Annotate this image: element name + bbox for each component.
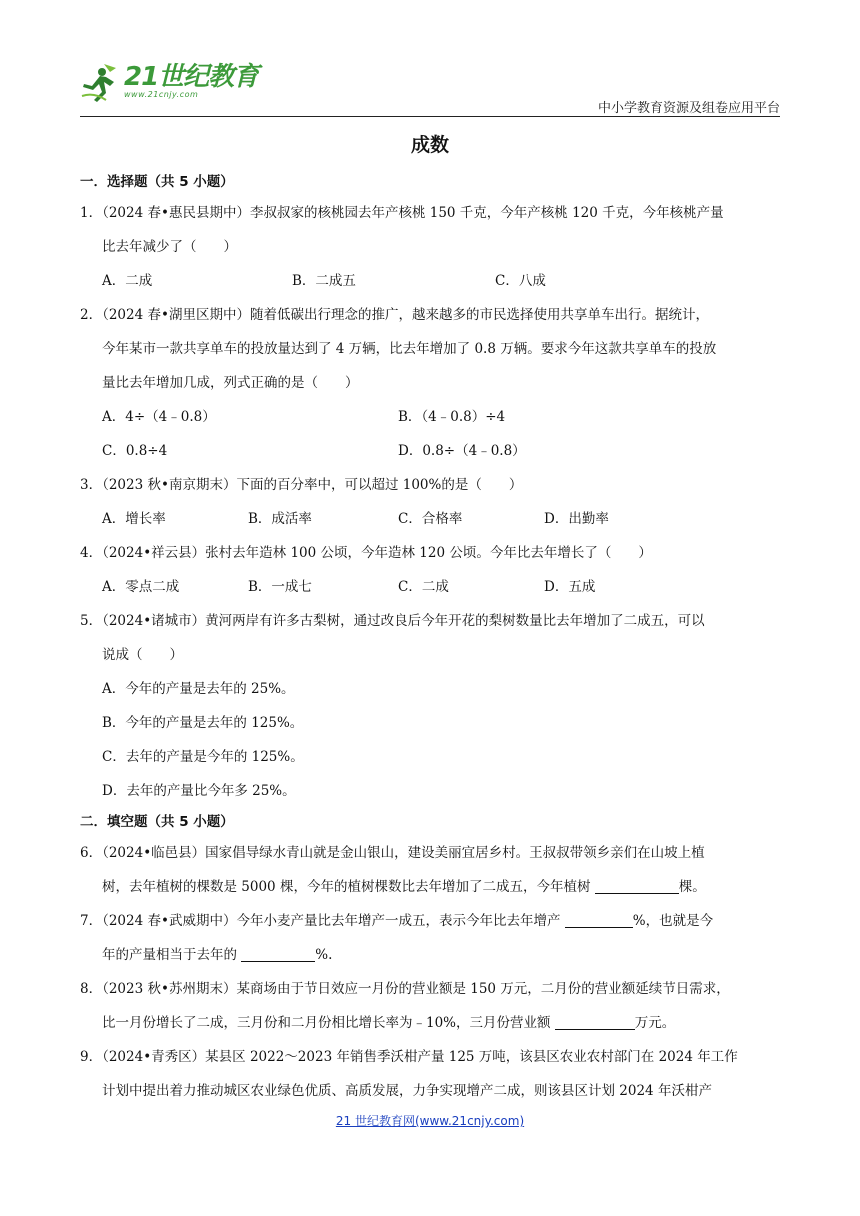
- option: C．合格率: [398, 511, 463, 527]
- options: [80, 400, 780, 434]
- question-text: 比去年减少了（ ）: [102, 239, 237, 255]
- answer-blank[interactable]: [555, 1013, 635, 1030]
- question-text-part: 比一月份增长了二成，三月份和二月份相比增长率为﹣10%，三月份营业额: [102, 1015, 555, 1031]
- page-title: 成数: [410, 134, 449, 156]
- option: C．去年的产量是今年的 125%。: [102, 749, 304, 765]
- options: [80, 502, 780, 536]
- question-text-part: 万元。: [634, 1015, 676, 1031]
- option: B．今年的产量是去年的 125%。: [102, 715, 304, 731]
- question-8: [80, 972, 780, 1040]
- option: D．出勤率: [544, 511, 609, 527]
- question-text-part: 棵。: [678, 879, 706, 895]
- question-9: [80, 1040, 780, 1108]
- question-4: [80, 536, 780, 604]
- question-text: 量比去年增加几成，列式正确的是（ ）: [102, 375, 359, 391]
- option: D．去年的产量比今年多 25%。: [102, 783, 296, 799]
- page-header: [80, 62, 780, 118]
- question-text-part: 7．（2024 春•武威期中）今年小麦产量比去年增产一成五，表示今年比去年增产: [80, 913, 565, 929]
- document-body: [80, 168, 780, 1108]
- question-text: [80, 1006, 780, 1040]
- logo: [80, 62, 258, 104]
- logo-url: www.21cnjy.com: [124, 90, 199, 99]
- logo-title: 21世纪教育: [124, 62, 259, 92]
- option: B．二成五: [292, 273, 356, 289]
- question-3: [80, 468, 780, 536]
- question-text: 3．（2023 秋•南京期末）下面的百分率中，可以超过 100%的是（ ）: [80, 477, 523, 493]
- question-text: 8．（2023 秋•苏州期末）某商场由于节日效应一月份的营业额是 150 万元，二月份的营业额延续节日需求，: [80, 981, 730, 997]
- options: [80, 434, 780, 468]
- question-text: 计划中提出着力推动城区农业绿色优质、高质发展，力争实现增产二成，则该县区计划 2024 年沃柑产: [102, 1083, 712, 1099]
- question-text: 说成（ ）: [102, 647, 183, 663]
- footer-link[interactable]: 21 世纪教育网(www.21cnjy.com): [335, 1114, 525, 1128]
- option: C．二成: [398, 579, 449, 595]
- option: D．0.8÷（4﹣0.8）: [398, 443, 526, 459]
- question-text: [80, 870, 780, 904]
- question-text: 今年某市一款共享单车的投放量达到了 4 万辆，比去年增加了 0.8 万辆。要求今年这款共享单车的投放: [102, 341, 717, 357]
- question-7: [80, 904, 780, 972]
- answer-blank[interactable]: [565, 911, 633, 928]
- question-text: 2．（2024 春•湖里区期中）随着低碳出行理念的推广，越来越多的市民选择使用共享单车出行。据统计，: [80, 307, 709, 323]
- option: C．0.8÷4: [102, 443, 168, 459]
- options: [80, 264, 780, 298]
- answer-blank[interactable]: [241, 945, 315, 962]
- question-text: 1．（2024 春•惠民县期中）李叔叔家的核桃园去年产核桃 150 千克，今年产核桃 120 千克，今年核桃产量: [80, 205, 724, 221]
- question-text: 6．（2024•临邑县）国家倡导绿水青山就是金山银山，建设美丽宜居乡村。王叔叔带领乡亲们在山坡上植: [80, 845, 705, 861]
- section-heading: 二．填空题（共 5 小题）: [80, 814, 234, 830]
- runner-logo-icon: [80, 62, 120, 104]
- question-2: [80, 298, 780, 468]
- option: B．成活率: [248, 511, 312, 527]
- question-text: [80, 904, 780, 938]
- answer-blank[interactable]: [595, 877, 679, 894]
- option: D．五成: [544, 579, 596, 595]
- option: A．4÷（4﹣0.8）: [102, 409, 216, 425]
- question-text-part: 树，去年植树的棵数是 5000 棵，今年的植树棵数比去年增加了二成五，今年植树: [102, 879, 595, 895]
- question-text: [80, 938, 780, 972]
- option: B．一成七: [248, 579, 312, 595]
- question-text-part: 年的产量相当于去年的: [102, 947, 242, 963]
- section-heading: 一．选择题（共 5 小题）: [80, 174, 234, 190]
- question-6: [80, 836, 780, 904]
- question-text: 9．（2024•青秀区）某县区 2022～2023 年销售季沃柑产量 125 万吨，该县区农业农村部门在 2024 年工作: [80, 1049, 738, 1065]
- question-text-part: %.: [315, 947, 333, 963]
- platform-name: 中小学教育资源及组卷应用平台: [597, 101, 780, 116]
- question-text: 4．（2024•祥云县）张村去年造林 100 公顷，今年造林 120 公顷。今年比去年增长了（ ）: [80, 545, 652, 561]
- question-text-part: %，也就是今: [632, 913, 714, 929]
- option: A．零点二成: [102, 579, 180, 595]
- option: A．今年的产量是去年的 25%。: [102, 681, 295, 697]
- header-divider: [80, 116, 780, 117]
- option: C．八成: [495, 273, 546, 289]
- option: A．二成: [102, 273, 153, 289]
- option: B．（4﹣0.8）÷4: [398, 409, 506, 425]
- question-text: 5．（2024•诸城市）黄河两岸有许多古梨树，通过改良后今年开花的梨树数量比去年增加了二成五，可以: [80, 613, 705, 629]
- options: [80, 570, 780, 604]
- option: A．增长率: [102, 511, 166, 527]
- page-footer: [0, 1112, 860, 1129]
- question-5: [80, 604, 780, 808]
- question-1: [80, 196, 780, 298]
